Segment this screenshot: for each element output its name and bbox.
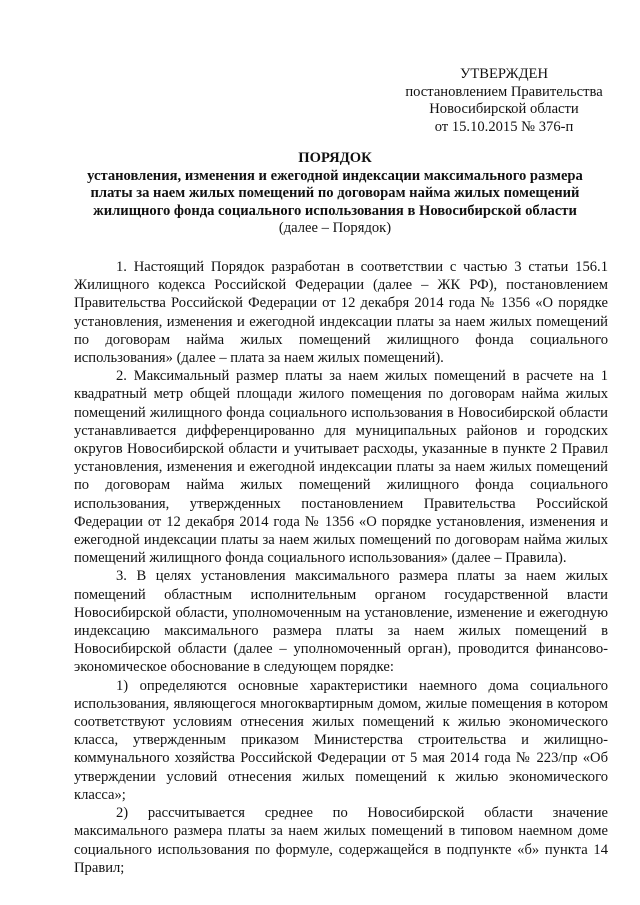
approval-line-3: Новосибирской области <box>429 101 579 117</box>
subparagraph-1: 1) определяются основные характеристики наемного дома социального использования, являющегося многоквартирным домом, жилые помещения в котором соответствуют условиям отнесения жилых помещений к жилью экономического класса, утвержденным приказом Министерства строительства и жилищно-коммунального хозяйства Российской Федерации от 5 мая 2014 года № 223/пр «Об утверждении условий отнесения жилых помещений к жилью экономического класса»; <box>74 677 608 803</box>
document-body <box>74 258 608 877</box>
approval-line-2: постановлением Правительства <box>405 83 603 100</box>
paragraph-3: 3. В целях установления максимального размера платы за наем жилых помещений областным исполнительным органом государственной власти Новосибирской области, уполномоченным на установление, изменение и ежегодную индексацию максимального размера платы за наем жилых помещений в Новосибирской области (далее – уполномоченный орган), проводится финансово-экономическое обоснование в следующем порядке: <box>74 568 608 676</box>
title-heading: ПОРЯДОК <box>298 150 372 166</box>
paragraph-1: 1. Настоящий Порядок разработан в соответствии с частью 3 статьи 156.1 Жилищного кодекса Российской Федерации (далее – ЖК РФ), постановлением Правительства Российской Федерации от 12 декабря 2014 года № 1356 «О порядке установления, изменения и ежегодной индексации платы за наем жилых помещений по договорам найма жилых помещений жилищного фонда социального использования» (далее – плата за наем жилых помещений). <box>74 259 608 367</box>
title-note: (далее – Порядок) <box>278 220 392 236</box>
paragraph-2: 2. Максимальный размер платы за наем жилых помещений в расчете на 1 квадратный метр общей площади жилого помещения по договорам найма жилых помещений жилищного фонда социального использования в Новосибирской области устанавливается дифференцированно для муниципальных районов и городских округов Новосибирской области и учитывает расходы, указанные в пункте 2 Правил установления, изменения и ежегодной индексации платы за наем жилых помещений по договорам найма жилых помещений жилищного фонда социального использования, утвержденных постановлением Правительства Российской Федерации от 12 декабря 2014 года № 1356 «О порядке установления, изменения и ежегодной индексации платы за наем жилых помещений по договорам найма жилых помещений жилищного фонда социального использования» (далее – Правила). <box>74 368 608 567</box>
subparagraph-2: 2) рассчитывается среднее по Новосибирской области значение максимального размера платы за наем жилых помещений в типовом наемном доме социального использования по формуле, содержащейся в подпункте «б» пункта 14 Правил; <box>74 805 608 876</box>
approval-line-1: УТВЕРЖДЕН <box>460 66 548 82</box>
approval-stamp <box>394 66 614 136</box>
title-subtitle: установления, изменения и ежегодной индексации максимального размера платы за наем жилых помещений по договорам найма жилых помещений жилищного фонда социального использования в Новосибирской области <box>87 167 583 219</box>
document-title <box>70 150 600 238</box>
approval-line-4: от 15.10.2015 № 376-п <box>434 118 574 135</box>
